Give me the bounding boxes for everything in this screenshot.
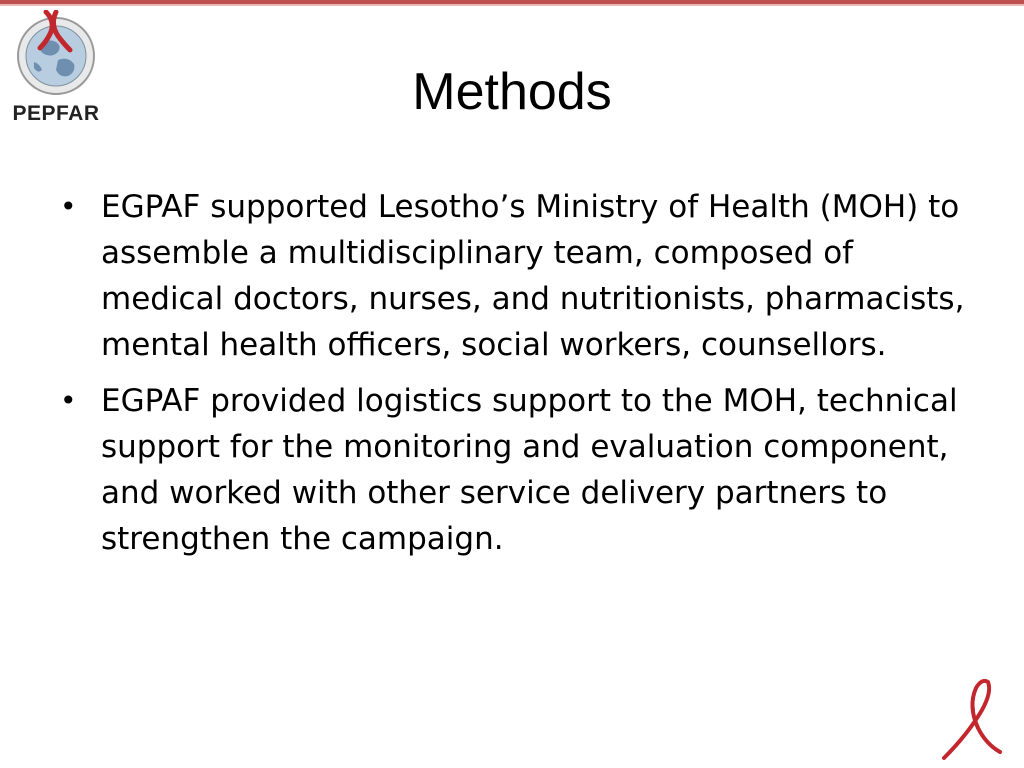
logo-text: PEPFAR — [12, 102, 100, 125]
bullet-item — [58, 378, 968, 562]
bullet-marker: • — [60, 190, 77, 223]
bullet-text: EGPAF supported Lesotho’s Ministry of Health (MOH) to assemble a multidisciplinary team, composed of medical doctors, nurses, and nutritionists, pharmacists, mental health officers, social workers, counsellors. — [101, 189, 965, 363]
bullet-item — [58, 184, 968, 368]
bullet-marker: • — [60, 384, 77, 417]
top-accent-rule-shadow — [0, 4, 1024, 6]
bullet-text: EGPAF provided logistics support to the MOH, technical support for the monitoring and evaluation component, and worked with other service delivery partners to strengthen the campaign. — [101, 383, 958, 557]
bullet-list — [58, 184, 968, 572]
red-ribbon-icon — [938, 676, 1004, 764]
slide-title: Methods — [412, 63, 612, 121]
